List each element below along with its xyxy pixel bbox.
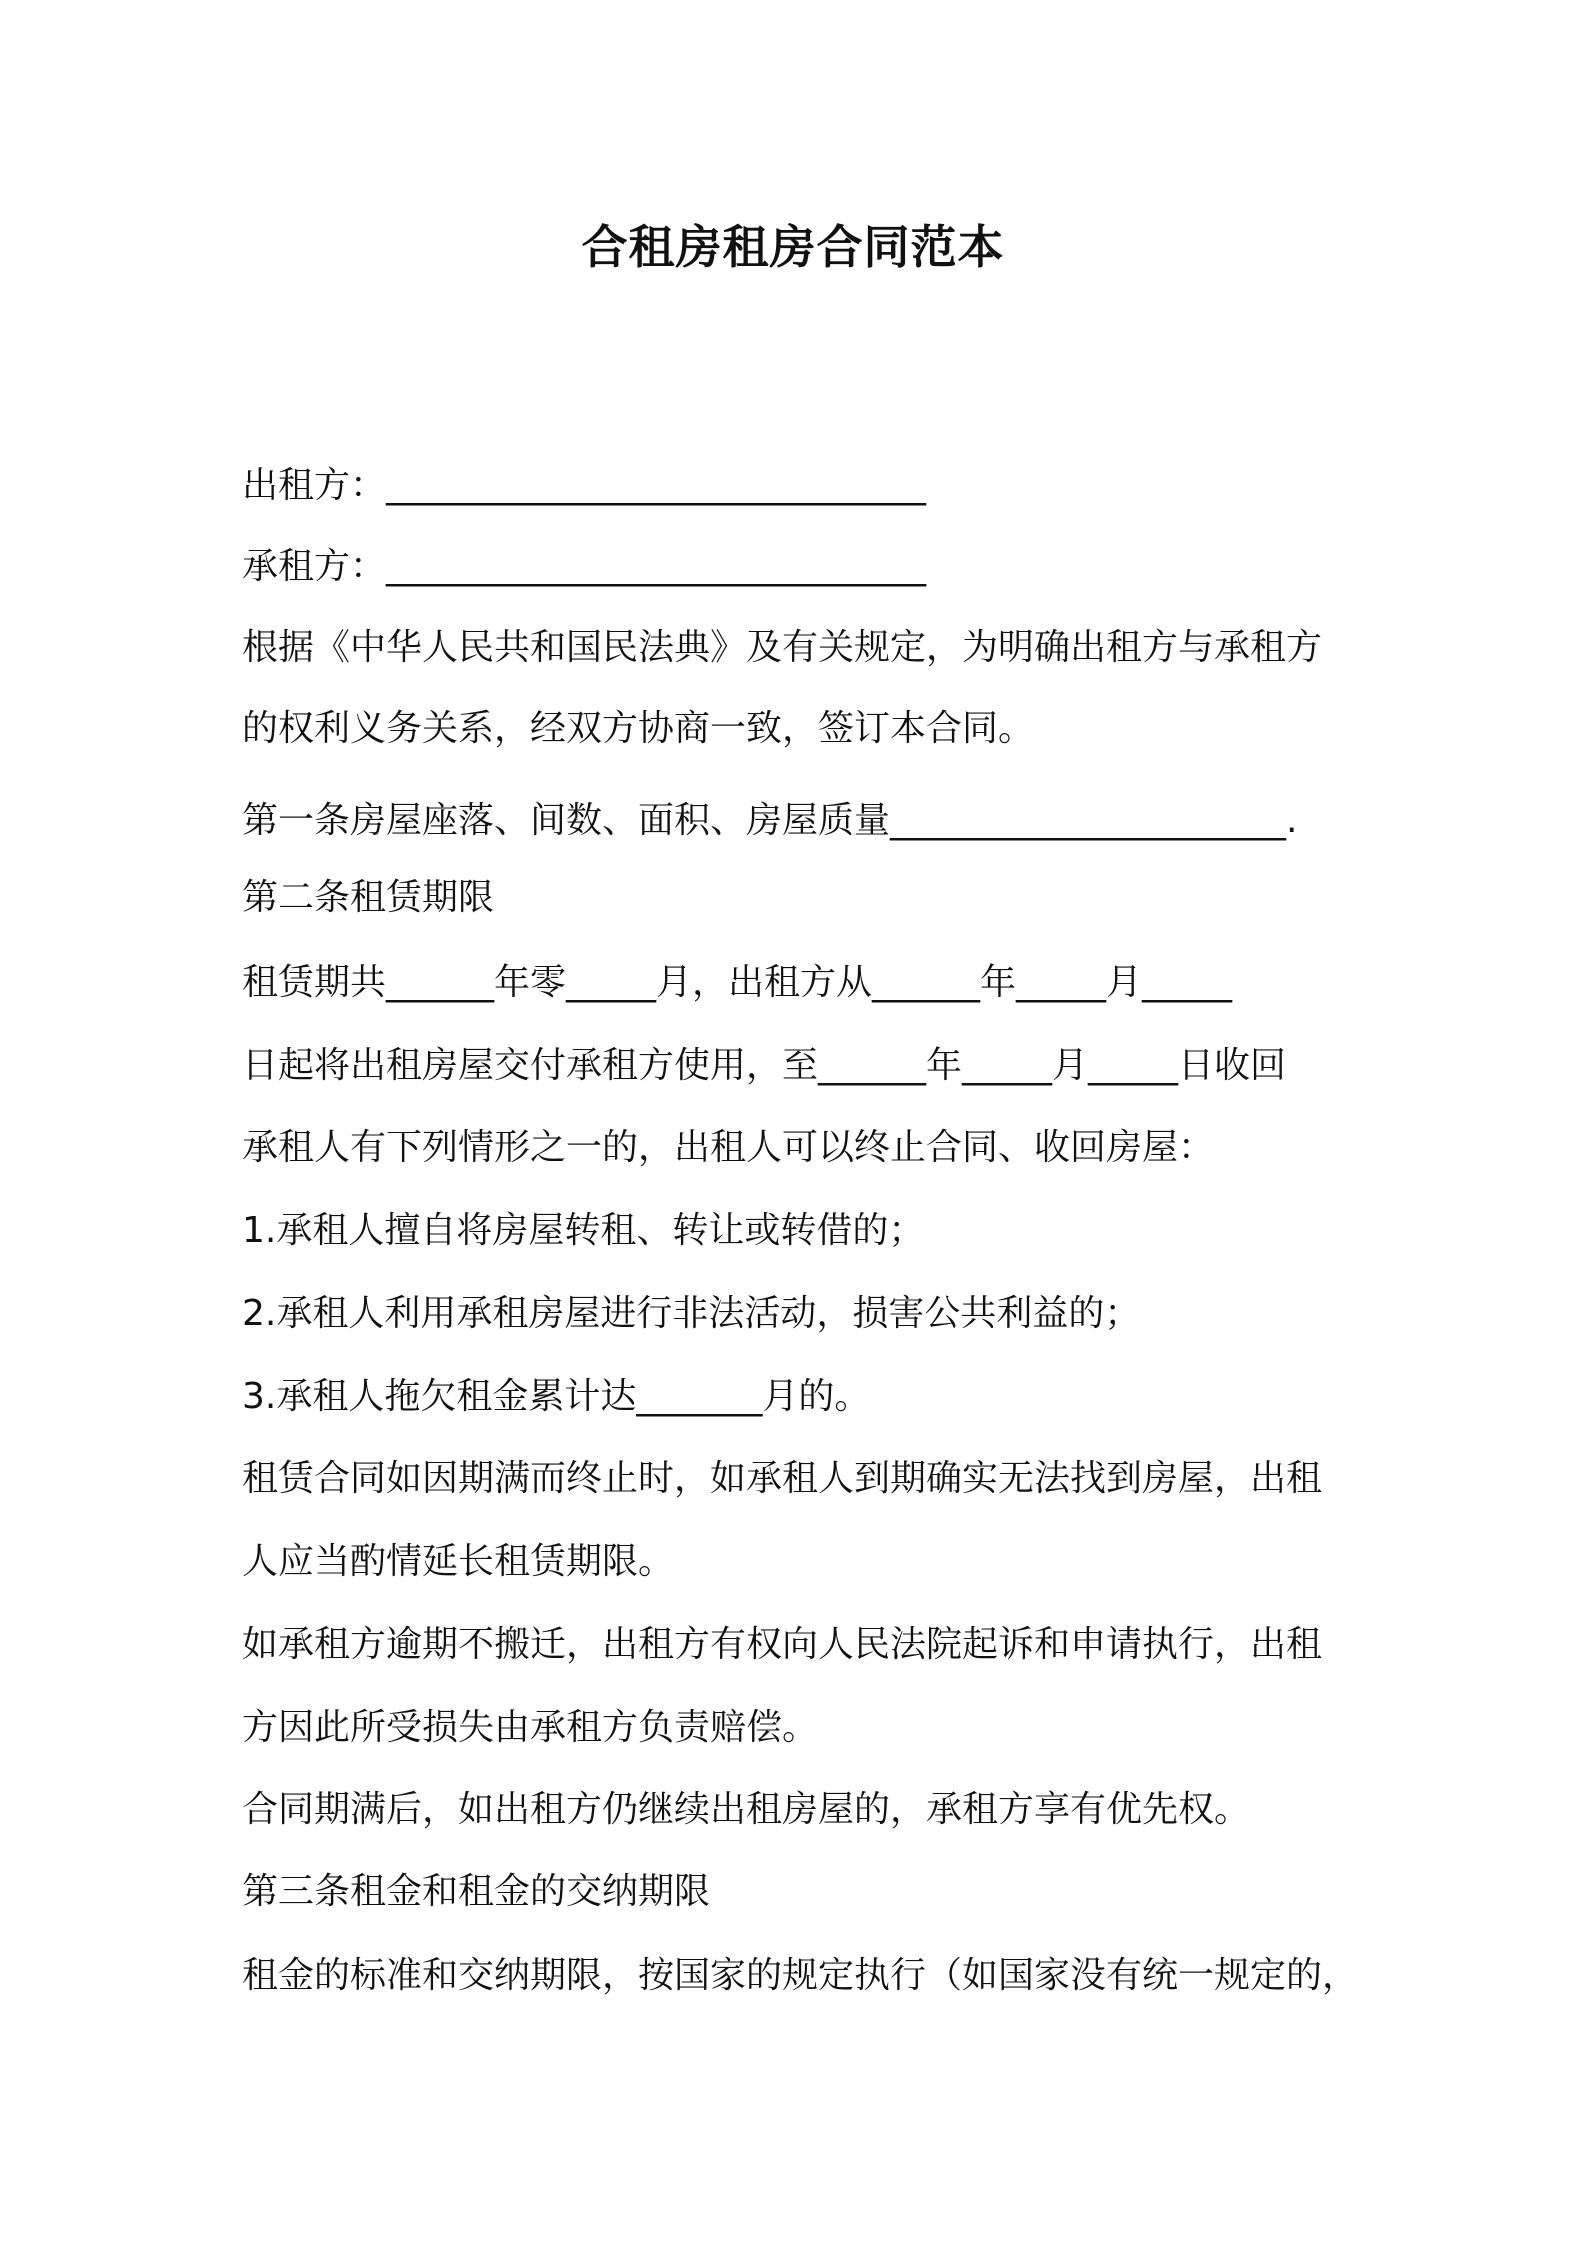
lessee-line: 承租方：______________________________ [242, 546, 927, 587]
paragraph-line: 租赁期共______年零_____月，出租方从______年_____月_____ [242, 962, 1233, 1003]
paragraph-line: 如承租方逾期不搬迁，出租方有权向人民法院起诉和申请执行，出租 [242, 1624, 1323, 1665]
paragraph-line: 日起将出租房屋交付承租方使用，至______年_____月_____日收回 [242, 1045, 1287, 1086]
list-item: 2.承租人利用承租房屋进行非法活动，损害公共利益的； [242, 1293, 1141, 1334]
list-item: 3.承租人拖欠租金累计达_______月的。 [242, 1376, 871, 1417]
article-2-heading: 第二条租赁期限 [242, 877, 495, 918]
paragraph-line: 租赁合同如因期满而终止时，如承租人到期确实无法找到房屋，出租 [242, 1458, 1323, 1499]
paragraph-line: 根据《中华人民共和国民法典》及有关规定，为明确出租方与承租方 [242, 627, 1323, 668]
paragraph-line: 合同期满后，如出租方仍继续出租房屋的，承租方享有优先权。 [242, 1789, 1251, 1830]
paragraph-line: 方因此所受损失由承租方负责赔偿。 [242, 1707, 819, 1748]
paragraph-line: 租金的标准和交纳期限，按国家的规定执行（如国家没有统一规定的， [242, 1955, 1359, 1996]
list-item: 1.承租人擅自将房屋转租、转让或转借的； [242, 1210, 925, 1251]
article-3-heading: 第三条租金和租金的交纳期限 [242, 1871, 711, 1912]
article-1-line: 第一条房屋座落、间数、面积、房屋质量______________________. [242, 800, 1298, 841]
document-title: 合租房租房合同范本 [581, 220, 1005, 274]
lessor-line: 出租方：______________________________ [242, 465, 927, 506]
paragraph-line: 人应当酌情延长租赁期限。 [242, 1541, 675, 1582]
paragraph-line: 的权利义务关系，经双方协商一致，签订本合同。 [242, 708, 1035, 749]
paragraph-line: 承租人有下列情形之一的，出租人可以终止合同、收回房屋： [242, 1127, 1215, 1168]
